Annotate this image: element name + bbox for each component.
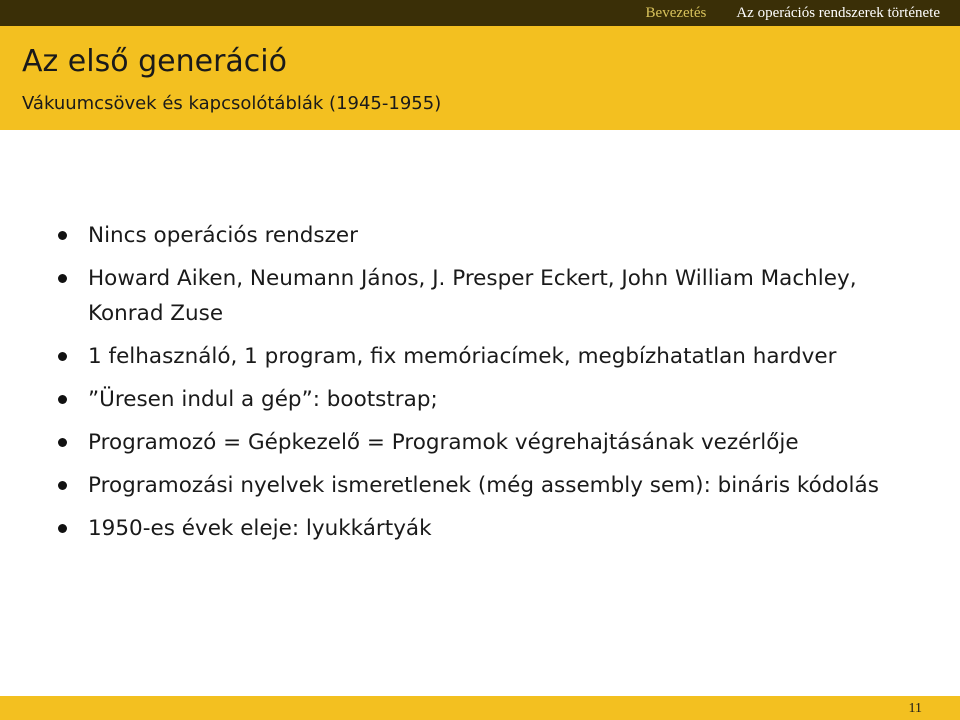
- bullet-icon: [58, 395, 67, 404]
- bullet-item: [56, 511, 916, 546]
- navigation-items: [646, 0, 940, 26]
- bullet-item: [56, 425, 916, 460]
- bullet-item: [56, 261, 916, 331]
- bullet-text: 1 felhasználó, 1 program, fix memóriacímek, megbízhatatlan hardver: [88, 344, 837, 369]
- bullet-icon: [58, 524, 67, 533]
- bullet-text: ”Üresen indul a gép”: bootstrap;: [88, 387, 438, 412]
- nav-item-bevezetes[interactable]: Bevezetés: [645, 4, 707, 21]
- bullet-text: Nincs operációs rendszer: [88, 223, 358, 248]
- frame-title: Az első generáció: [22, 44, 287, 79]
- bullet-text: Howard Aiken, Neumann János, J. Presper Eckert, John William Machley, Konrad Zuse: [88, 266, 857, 326]
- frame-subtitle: Vákuumcsövek és kapcsolótáblák (1945-1955): [22, 93, 442, 114]
- bullet-text: Programozó = Gépkezelő = Programok végrehajtásának vezérlője: [88, 430, 799, 455]
- bullet-icon: [58, 481, 67, 490]
- bullet-text: 1950-es évek eleje: lyukkártyák: [88, 516, 432, 541]
- bullet-icon: [58, 231, 67, 240]
- bullet-text: Programozási nyelvek ismeretlenek (még assembly sem): bináris kódolás: [88, 473, 879, 498]
- bullet-item: [56, 382, 916, 417]
- bullet-item: [56, 218, 916, 253]
- bullet-icon: [58, 438, 67, 447]
- bullet-icon: [58, 274, 67, 283]
- navigation-bar: [0, 0, 960, 26]
- bullet-list: [56, 218, 916, 554]
- bullet-item: [56, 468, 916, 503]
- footer-bar: [0, 696, 960, 720]
- bullet-item: [56, 339, 916, 374]
- page-number: 11: [908, 701, 922, 716]
- bullet-icon: [58, 352, 67, 361]
- nav-item-os-history[interactable]: Az operációs rendszerek története: [736, 4, 940, 21]
